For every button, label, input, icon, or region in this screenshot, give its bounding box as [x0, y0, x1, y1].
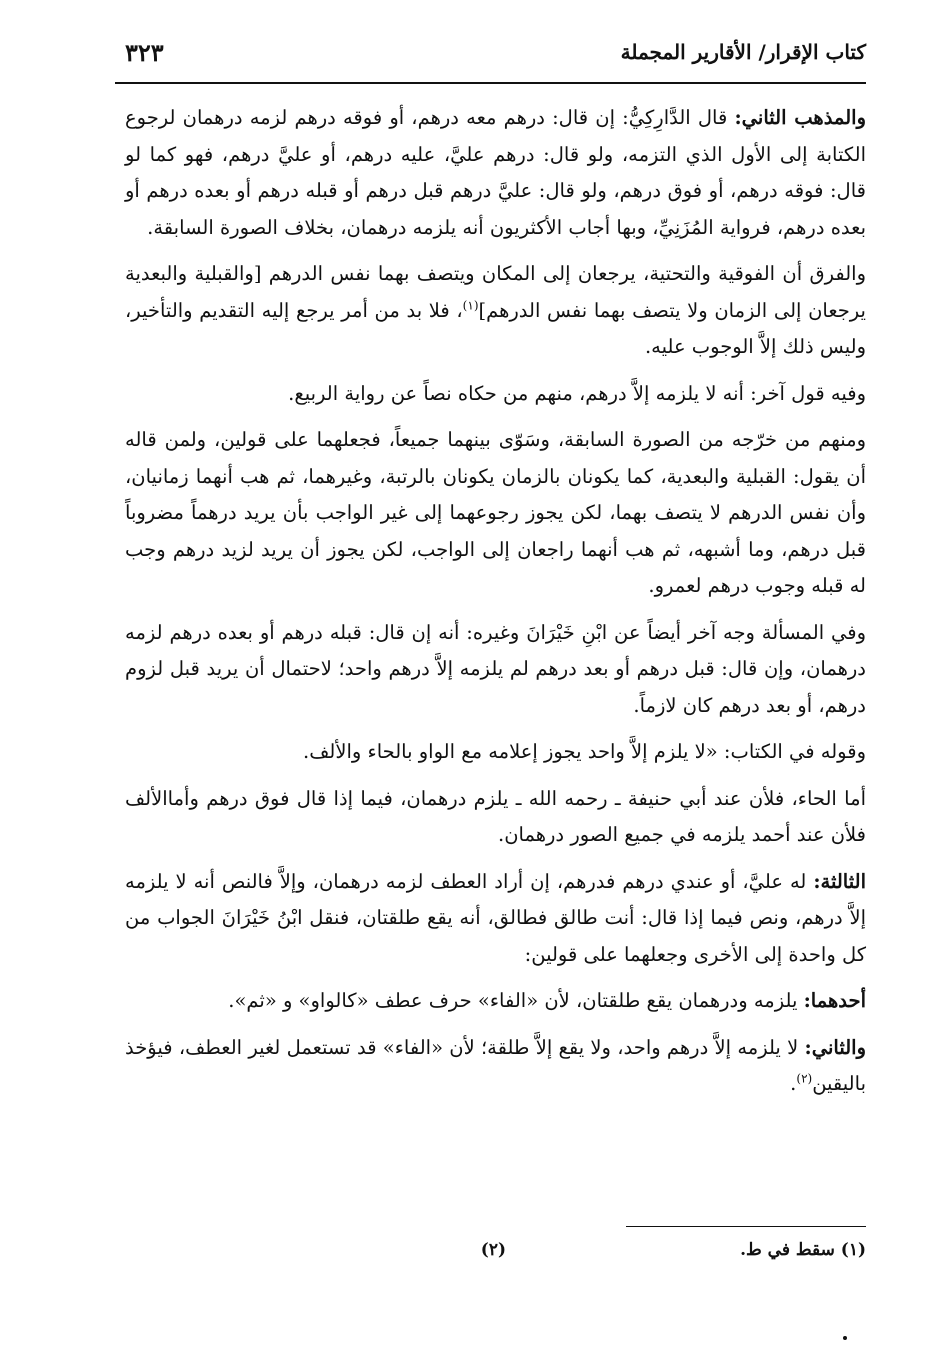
- paragraph-tail: ، فلا بد من أمر يرجع إليه التقديم والتأخير، وليس ذلك إلاَّ الوجوب عليه.: [125, 298, 866, 358]
- paragraph-lead: والثاني:: [804, 1035, 866, 1059]
- paragraph-text: وفيه قول آخر: أنه لا يلزمه إلاَّ درهم، منهم من حكاه نصاً عن رواية الربيع.: [288, 381, 866, 405]
- paragraph-2: [125, 256, 866, 366]
- paragraph-1: [125, 100, 866, 246]
- paragraph-text: لا يلزمه إلاَّ درهم واحد، ولا يقع إلاَّ طلقة؛ لأن «الفاء» قد تستعمل لغير العطف، فيؤخذ باليقين: [125, 1035, 866, 1095]
- paragraph-text: يلزمه ودرهمان يقع طلقتان، لأن «الفاء» حرف عطف «كالواو» و «ثم».: [228, 989, 804, 1012]
- paragraph-tail: .: [790, 1072, 797, 1095]
- footnote-1: (١) سقط في ط.: [740, 1240, 866, 1260]
- footnote-divider: [626, 1226, 866, 1227]
- paragraph-5: [125, 615, 866, 725]
- paragraph-10: [125, 1030, 866, 1103]
- paragraph-8: [125, 864, 866, 974]
- paragraph-7: [125, 781, 866, 854]
- paragraph-lead: أحدهما:: [803, 989, 866, 1012]
- paragraph-text: والفرق أن الفوقية والتحتية، يرجعان إلى المكان ويتصف بهما نفس الدرهم [والقبلية والبعدية يرجعان إلى الزمان ولا يتصف بهما نفس الدرهم]: [125, 262, 866, 322]
- paragraph-text: وفي المسألة وجه آخر أيضاً عن ابْنِ خَيْرَانَ وغيره: أنه إن قال: قبله درهم أو بعده درهم لزمه درهمان، وإن قال: قبل درهم أو بعد درهم لم يلزمه إلاَّ درهم واحد؛ لاحتمال أن يريد قبل لزوم درهم، أو بعد درهم كان لازماً.: [125, 620, 866, 717]
- paragraph-text: أما الحاء، فلأن عند أبي حنيفة ـ رحمه الله ـ يلزم درهمان، فيما إذا قال فوق درهم وأماالألف فلأن عند أحمد يلزمه في جميع الصور درهمان.: [125, 786, 866, 846]
- paragraph-text: قال الدَّارِكِيُّ: إن قال: درهم معه درهم، أو فوقه درهم لزمه درهمان لرجوع الكتابة إلى الأول الذي التزمه، ولو قال: درهم عليَّ، عليه درهم، أو عليَّ درهم، فهو كما لو قال: فوقه درهم، أو فوق درهم، ولو قال: عليَّ درهم قبل درهم أو قبله درهم أو بعده درهم أو بعده درهم، فرواية المُزَنِيِّ، وبها أجاب الأكثريون أنه يلزمه درهمان، بخلاف الصورة السابقة.: [125, 106, 866, 239]
- paragraph-text: وقوله في الكتاب: «لا يلزم إلاَّ واحد يجوز إعلامه مع الواو بالحاء والألف.: [303, 740, 866, 763]
- paragraph-3: [125, 376, 866, 413]
- paragraph-4: [125, 422, 866, 605]
- body-text: [125, 100, 866, 1113]
- paragraph-9: [125, 983, 866, 1020]
- paragraph-lead: الثالثة:: [813, 869, 866, 893]
- footnote-ref-2[interactable]: (٢): [796, 1071, 813, 1086]
- footnote-ref-1[interactable]: (١): [462, 298, 479, 312]
- page-number: ٣٢٣: [125, 38, 164, 67]
- paragraph-text: ومنهم من خرّجه من الصورة السابقة، وسَوّى بينهما جميعاً، فجعلهما على قولين، ولمن قاله أن يقول: القبلية والبعدية، كما يكونان بالزمان يكونان بالرتبة، وغيرهما، ثم هب أنهما زمانيان، وأن نفس الدرهم لا يتصف بهما، لكن يجوز رجوعهما إلى غير الواجب بأن يريد درهماً مضروباً قبل درهم، وما أشبهه، ثم هب أنهما راجعان إلى الواجب، لكن يجوز أن يريد لزيد درهم وجب له قبله وجوب درهم لعمرو.: [125, 428, 866, 597]
- print-dot: [843, 1336, 847, 1340]
- paragraph-text: له عليَّ، أو عندي درهم فدرهم، إن أراد العطف لزمه درهمان، وإلاَّ فالنص أنه لا يلزمه إلاَّ درهم، ونص فيما إذا قال: أنت طالق فطالق، أنه يقع طلقتان، فنقل ابْنُ خَيْرَانَ الجواب من كل واحدة إلى الأخرى وجعلهما على قولين:: [125, 869, 866, 966]
- footnote-2: (٢): [480, 1240, 506, 1260]
- paragraph-6: [125, 734, 866, 771]
- running-header: [115, 38, 866, 84]
- paragraph-lead: والمذهب الثاني:: [734, 106, 866, 129]
- running-title: كتاب الإقرار/ الأقارير المجملة: [620, 40, 866, 64]
